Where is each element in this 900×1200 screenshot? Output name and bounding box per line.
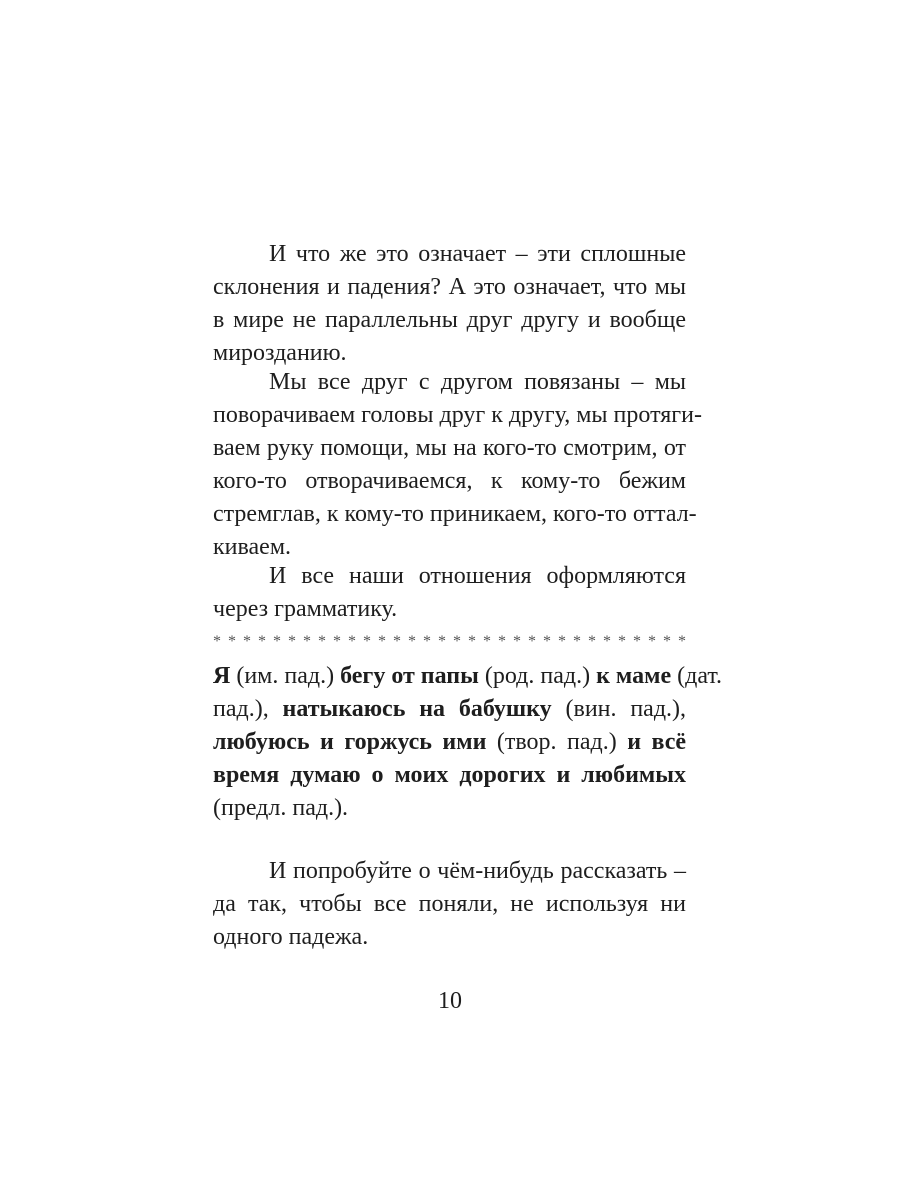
case-label: (дат. xyxy=(677,663,723,689)
example-bold-phrase: Я xyxy=(213,663,231,689)
paragraph-2 xyxy=(213,366,702,564)
grammar-example xyxy=(213,660,723,825)
paragraph-1 xyxy=(213,238,686,370)
paragraph-line: киваем. xyxy=(213,534,292,560)
paragraph-line: поворачиваем головы друг к другу, мы протяги- xyxy=(213,402,702,428)
example-bold-phrase: бегу от папы xyxy=(340,663,479,689)
paragraph-line: И попробуйте о чём-нибудь рассказать – xyxy=(269,858,686,884)
example-line-4: время думаю о моих дорогих и любимых xyxy=(213,762,686,788)
paragraph-line: мирозданию. xyxy=(213,340,347,366)
paragraph-line: И что же это означает – эти сплошные xyxy=(269,241,686,267)
example-bold-phrase: натыкаюсь на бабушку xyxy=(282,696,552,722)
example-bold-phrase: и всё xyxy=(627,729,687,755)
case-label: (род. пад.) xyxy=(484,663,591,689)
example-line-2 xyxy=(213,693,686,726)
case-label: (предл. пад.). xyxy=(213,795,349,821)
case-label: пад.), xyxy=(213,696,269,722)
paragraph-line: через грамматику. xyxy=(213,596,398,622)
page-number: 10 xyxy=(438,988,462,1014)
paragraph-line: да так, чтобы все поняли, не используя ни xyxy=(213,891,686,917)
paragraph-line: И все наши отношения оформляются xyxy=(269,563,686,589)
example-line-3 xyxy=(213,726,686,759)
paragraph-3 xyxy=(213,560,686,626)
case-label: (им. пад.) xyxy=(236,663,335,689)
example-line-5 xyxy=(213,792,686,825)
paragraph-line: ваем руку помощи, мы на кого-то смотрим, от xyxy=(213,435,686,461)
paragraph-line: склонения и падения? А это означает, что мы xyxy=(213,274,686,300)
paragraph-line: стремглав, к кому-то приникаем, кого-то оттал- xyxy=(213,501,697,527)
example-bold-phrase: любуюсь и горжусь ими xyxy=(213,729,487,755)
asterisk-separator: * * * * * * * * * * * * * * * * * * * * * * * * * * * * * * * * xyxy=(213,633,686,650)
paragraph-line: одного падежа. xyxy=(213,924,369,950)
closing-paragraph xyxy=(213,855,686,954)
example-bold-phrase: к маме xyxy=(596,663,672,689)
case-label: (твор. пад.) xyxy=(496,729,617,755)
paragraph-line: в мире не параллельны друг другу и вообще xyxy=(213,307,686,333)
case-label: (вин. пад.), xyxy=(565,696,687,722)
paragraph-line: Мы все друг с другом повязаны – мы xyxy=(269,369,686,395)
example-line-1 xyxy=(213,660,723,693)
paragraph-line: кого-то отворачиваемся, к кому-то бежим xyxy=(213,468,686,494)
